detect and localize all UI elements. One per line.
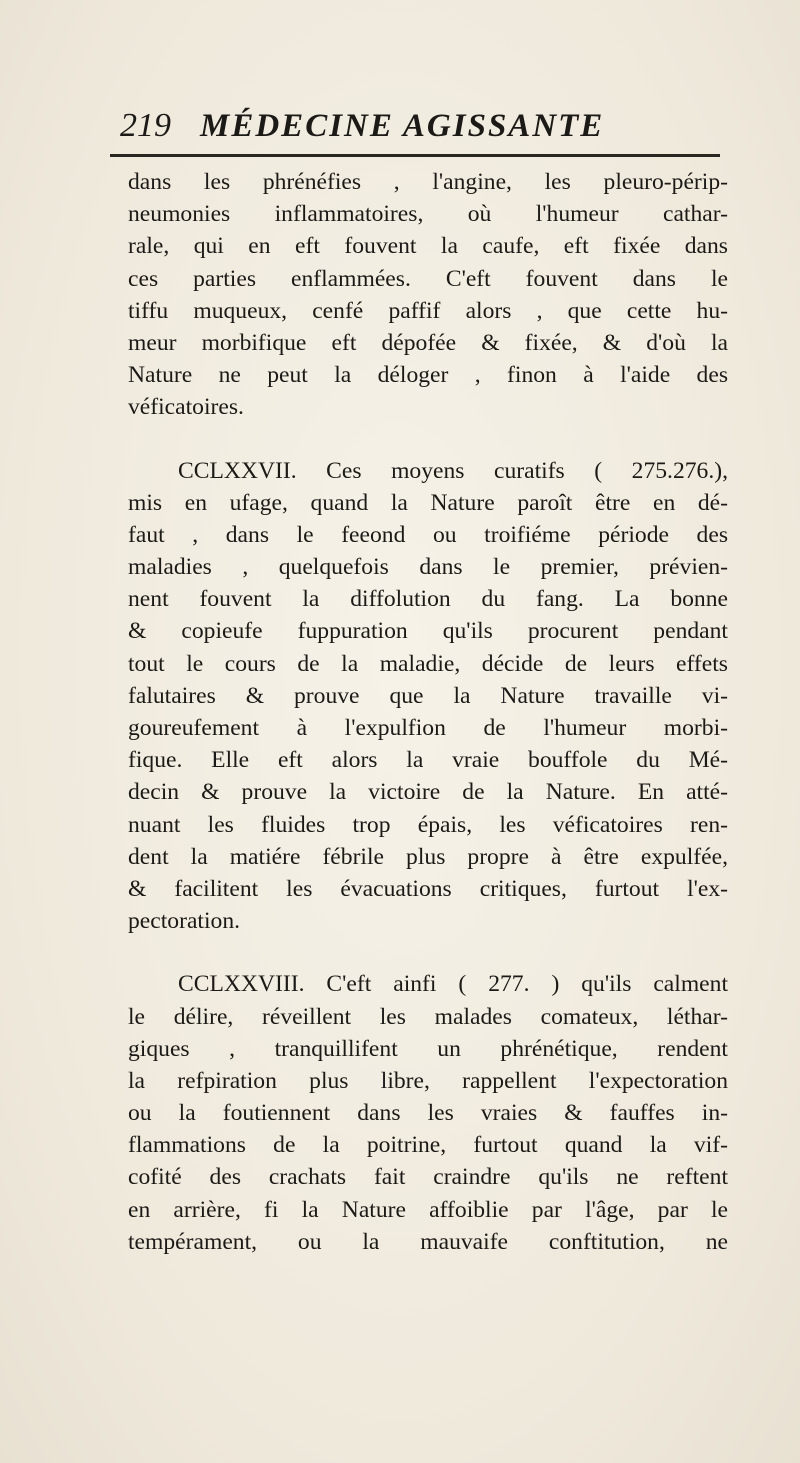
paragraph-2 [128,455,728,938]
text-line: tout le cours de la maladie, décide de leurs effets [128,650,728,677]
text-line: dent la matiére fébrile plus propre à être expulfée, [128,843,728,870]
text-line: cofité des crachats fait craindre qu'ils ne reftent [128,1164,728,1191]
text-line: le délire, réveillent les malades comateux, léthar- [128,1003,728,1030]
paragraph-1 [128,166,728,424]
text-line: giques , tranquillifent un phrénétique, rendent [128,1035,728,1062]
paragraph-3 [128,968,728,1258]
text-line: maladies , quelquefois dans le premier, prévien- [128,554,728,581]
text-line: en arrière, fi la Nature affoiblie par l'âge, par le [128,1196,728,1223]
text-line: fique. Elle eft alors la vraie bouffole du Mé- [128,747,728,774]
text-line: goureufement à l'expulfion de l'humeur morbi- [128,715,728,741]
header-rule [110,154,720,157]
page-number: 219 [120,107,171,144]
text-line: falutaires & prouve que la Nature travaille vi- [128,682,728,709]
text-line: Nature ne peut la déloger , finon à l'aide des [128,362,728,389]
text-line: dans les phrénéfies , l'angine, les pleuro-périp- [128,169,728,195]
text-line: flammations de la poitrine, furtout quand la vif- [128,1132,728,1159]
text-line: pectoration. [128,908,241,935]
text-line: faut , dans le feeond ou troifiéme période des [128,521,728,548]
text-line: rale, qui en eft fouvent la caufe, eft fixée dans [128,233,728,260]
page-header [120,96,720,156]
text-line: tempérament, ou la mauvaife conftitution, ne [128,1228,728,1255]
paragraph-gap [128,424,728,455]
text-line: meur morbifique eft dépofée & fixée, & d'où la [128,329,728,356]
text-line: ou la foutiennent dans les vraies & fauffes in- [128,1100,728,1127]
text-line: decin & prouve la victoire de la Nature. En atté- [128,779,728,806]
text-line: nuant les fluides trop épais, les véficatoires ren- [128,811,728,838]
body-text [128,166,728,1258]
text-line: mis en ufage, quand la Nature paroît être en dé- [128,489,728,516]
text-line: CCLXXVII. Ces moyens curatifs ( 275.276.), [178,457,728,484]
text-line: la refpiration plus libre, rappellent l'expectoration [128,1067,728,1094]
text-line: véficatoires. [128,394,244,421]
text-line: & copieufe fuppuration qu'ils procurent pendant [128,618,728,645]
text-line: CCLXXVIII. C'eft ainfi ( 277. ) qu'ils calment [178,971,728,998]
text-line: nent fouvent la diffolution du fang. La bonne [128,586,728,613]
text-line: & facilitent les évacuations critiques, furtout l'ex- [128,875,728,902]
text-line: ces parties enflammées. C'eft fouvent dans le [128,265,728,292]
paragraph-gap [128,937,728,968]
text-line: neumonies inflammatoires, où l'humeur cathar- [128,201,728,228]
text-line: tiffu muqueux, cenfé paffif alors , que cette hu- [128,297,728,324]
running-title: MÉDECINE AGISSANTE [200,108,605,144]
